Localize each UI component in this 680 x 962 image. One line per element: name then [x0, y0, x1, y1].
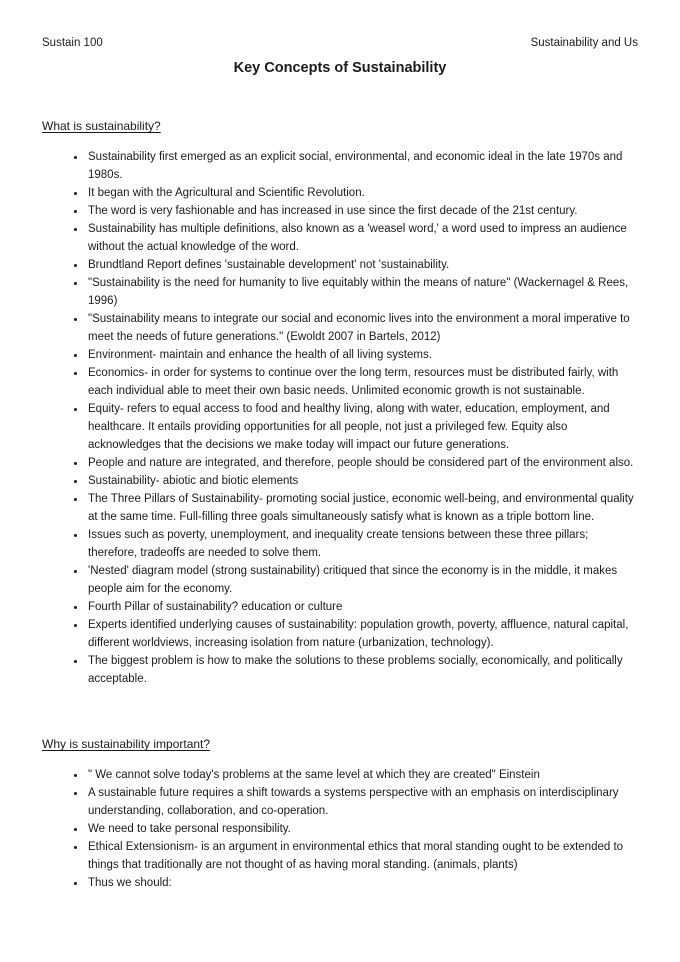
bullet-item: • Fourth Pillar of sustainability? education or culture: [86, 598, 638, 616]
bullet-item: • Economics- in order for systems to continue over the long term, resources must be distributed fairly, with each individual able to meet their own basic needs. Unlimited economic growth is not sustainable.: [86, 364, 638, 400]
bullet-item: • People and nature are integrated, and therefore, people should be considered part of the environment also.: [86, 454, 638, 472]
bullet-item: • Experts identified underlying causes of sustainability: population growth, poverty, affluence, natural capital, different worldviews, increasing isolation from nature (urbanization, technology).: [86, 616, 638, 652]
page-title: Key Concepts of Sustainability: [233, 60, 447, 76]
bullet-item: • 'Nested' diagram model (strong sustainability) critiqued that since the economy is in the middle, it makes people aim for the economy.: [86, 562, 638, 598]
bullet-item: • Environment- maintain and enhance the health of all living systems.: [86, 346, 638, 364]
bullet-item: • Brundtland Report defines 'sustainable development' not 'sustainability.: [86, 256, 638, 274]
what-is-sustainability-bullet-list: [42, 148, 638, 688]
header-course-label: Sustain 100: [42, 37, 103, 49]
bullet-item: • " We cannot solve today's problems at the same level at which they are created" Einstein: [86, 766, 638, 784]
bullet-item: • Ethical Extensionism- is an argument in environmental ethics that moral standing ought to be extended to things that traditionally are not thought of as having moral standing. (animals, plants): [86, 838, 638, 874]
document-header: [42, 36, 638, 51]
bullet-item: • The Three Pillars of Sustainability- promoting social justice, economic well-being, and environmental quality at the same time. Full-filling three goals simultaneously satisfy what is known as a triple bottom line.: [86, 490, 638, 526]
section-heading-why-is-sustainability-important: Why is sustainability important?: [42, 737, 211, 751]
bullet-item: • Equity- refers to equal access to food and healthy living, along with water, education, employment, and healthcare. It entails providing opportunities for all people, not just a privileged few. Equity also acknowledges that the decisions we make today will impact our future generations.: [86, 400, 638, 454]
why-is-sustainability-important-bullet-list: [42, 766, 638, 892]
bullet-item: • Sustainability- abiotic and biotic elements: [86, 472, 638, 490]
bullet-item: • Sustainability first emerged as an explicit social, environmental, and economic ideal in the late 1970s and 1980s.: [86, 148, 638, 184]
header-topic-label: Sustainability and Us: [530, 37, 638, 49]
bullet-item: • "Sustainability means to integrate our social and economic lives into the environment a moral imperative to meet the needs of future generations." (Ewoldt 2007 in Bartels, 2012): [86, 310, 638, 346]
bullet-item: • It began with the Agricultural and Scientific Revolution.: [86, 184, 638, 202]
bullet-item: • Issues such as poverty, unemployment, and inequality create tensions between these three pillars; therefore, tradeoffs are needed to solve them.: [86, 526, 638, 562]
bullet-item: • Sustainability has multiple definitions, also known as a 'weasel word,' a word used to impress an audience without the actual knowledge of the word.: [86, 220, 638, 256]
bullet-item: • "Sustainability is the need for humanity to live equitably within the means of nature" (Wackernagel & Rees, 1996): [86, 274, 638, 310]
bullet-item: • A sustainable future requires a shift towards a systems perspective with an emphasis on interdisciplinary understanding, collaboration, and co-operation.: [86, 784, 638, 820]
bullet-item: • Thus we should:: [86, 874, 638, 892]
section-heading-what-is-sustainability: What is sustainability?: [42, 119, 161, 133]
bullet-item: • We need to take personal responsibility.: [86, 820, 638, 838]
bullet-item: • The word is very fashionable and has increased in use since the first decade of the 21st century.: [86, 202, 638, 220]
bullet-item: • The biggest problem is how to make the solutions to these problems socially, economically, and politically acceptable.: [86, 652, 638, 688]
